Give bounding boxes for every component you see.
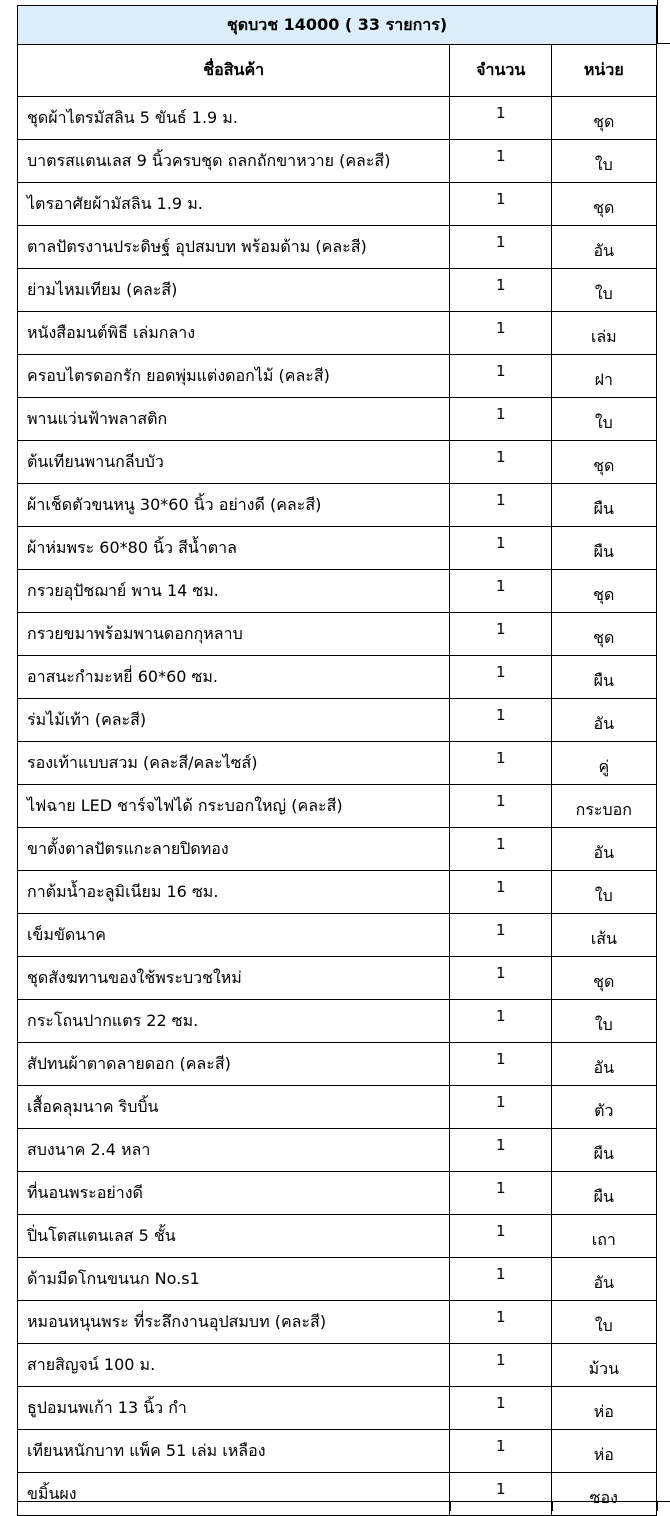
product-name-cell: กรวยอุปัชฌาย์ พาน 14 ซม. <box>18 570 450 613</box>
adjacent-column-cell <box>656 1043 670 1086</box>
table-row <box>18 914 670 957</box>
table-row <box>18 1430 670 1473</box>
unit-cell: ผืน <box>552 656 657 699</box>
product-name-cell: หนังสือมนต์พิธี เล่มกลาง <box>18 312 450 355</box>
unit-cell: ใบ <box>552 140 657 183</box>
quantity-cell: 1 <box>450 140 552 183</box>
unit-cell: อัน <box>552 226 657 269</box>
product-name-cell: เข็มขัดนาค <box>18 914 450 957</box>
product-name-cell: ครอบไตรดอกรัก ยอดพุ่มแต่งดอกไม้ (คละสี) <box>18 355 450 398</box>
product-name-cell: หมอนหนุนพระ ที่ระลึกงานอุปสมบท (คละสี) <box>18 1301 450 1344</box>
quantity-cell: 1 <box>450 183 552 226</box>
unit-cell: ใบ <box>552 1000 657 1043</box>
table-row <box>18 656 670 699</box>
product-name-cell: ต้นเทียนพานกลีบบัว <box>18 441 450 484</box>
quantity-cell: 1 <box>450 1387 552 1430</box>
adjacent-column-cell <box>656 1000 670 1043</box>
table-row <box>18 183 670 226</box>
table-row <box>18 1000 670 1043</box>
product-name-cell: ตาลปัตรงานประดิษฐ์ อุปสมบท พร้อมด้าม (คละสี) <box>18 226 450 269</box>
product-name-cell: กระโถนปากแตร 22 ซม. <box>18 1000 450 1043</box>
quantity-cell: 1 <box>450 226 552 269</box>
unit-cell: เถา <box>552 1215 657 1258</box>
adjacent-column-cell <box>656 527 670 570</box>
unit-cell: ซอง <box>552 1473 657 1516</box>
quantity-cell: 1 <box>450 957 552 1000</box>
adjacent-column-cell <box>656 1430 670 1473</box>
table-row <box>18 312 670 355</box>
product-name-cell: กาต้มน้ำอะลูมิเนียม 16 ซม. <box>18 871 450 914</box>
unit-cell: ม้วน <box>552 1344 657 1387</box>
product-name-cell: ขาตั้งตาลปัตรแกะลายปิดทอง <box>18 828 450 871</box>
product-name-cell: ไฟฉาย LED ชาร์จไฟได้ กระบอกใหญ่ (คละสี) <box>18 785 450 828</box>
product-name-cell: พานแว่นฟ้าพลาสติก <box>18 398 450 441</box>
table-row <box>18 957 670 1000</box>
adjacent-column-cell <box>656 355 670 398</box>
quantity-cell: 1 <box>450 742 552 785</box>
unit-cell: เส้น <box>552 914 657 957</box>
product-name-cell: ปิ่นโตสแตนเลส 5 ชั้น <box>18 1215 450 1258</box>
table-row <box>18 828 670 871</box>
quantity-cell: 1 <box>450 484 552 527</box>
table-row <box>18 527 670 570</box>
unit-cell: ใบ <box>552 871 657 914</box>
adjacent-column-cell <box>656 699 670 742</box>
quantity-cell: 1 <box>450 828 552 871</box>
quantity-cell: 1 <box>450 1301 552 1344</box>
header-unit: หน่วย <box>552 45 657 97</box>
quantity-cell: 1 <box>450 312 552 355</box>
product-name-cell: ธูปอมนพเก้า 13 นิ้ว กำ <box>18 1387 450 1430</box>
adjacent-column-cell <box>656 656 670 699</box>
adjacent-column-cell <box>656 1258 670 1301</box>
table-row <box>18 570 670 613</box>
quantity-cell: 1 <box>450 656 552 699</box>
adjacent-column-cell <box>656 1301 670 1344</box>
table-row <box>18 1215 670 1258</box>
quantity-cell: 1 <box>450 1129 552 1172</box>
product-name-cell: รองเท้าแบบสวม (คละสี/คละไซส์) <box>18 742 450 785</box>
adjacent-column-cell <box>656 97 670 140</box>
product-name-cell: ผ้าห่มพระ 60*80 นิ้ว สีน้ำตาล <box>18 527 450 570</box>
quantity-cell: 1 <box>450 398 552 441</box>
table-row <box>18 226 670 269</box>
table-row <box>18 1043 670 1086</box>
quantity-cell: 1 <box>450 269 552 312</box>
adjacent-column-cell <box>656 1086 670 1129</box>
product-name-cell: ขมิ้นผง <box>18 1473 450 1516</box>
quantity-cell: 1 <box>450 1430 552 1473</box>
adjacent-column-cell <box>656 1344 670 1387</box>
adjacent-column-cell <box>656 1172 670 1215</box>
unit-cell: ผืน <box>552 484 657 527</box>
table-row <box>18 484 670 527</box>
product-name-cell: ที่นอนพระอย่างดี <box>18 1172 450 1215</box>
quantity-cell: 1 <box>450 914 552 957</box>
quantity-cell: 1 <box>450 570 552 613</box>
adjacent-column-cell <box>656 183 670 226</box>
table-row <box>18 269 670 312</box>
product-name-cell: กรวยขมาพร้อมพานดอกกุหลาบ <box>18 613 450 656</box>
adjacent-column-cell <box>656 1215 670 1258</box>
table-row <box>18 1086 670 1129</box>
adjacent-column-cell <box>656 484 670 527</box>
quantity-cell: 1 <box>450 1043 552 1086</box>
unit-cell: ชุด <box>552 183 657 226</box>
table-row <box>18 140 670 183</box>
product-rows <box>18 97 670 1516</box>
adjacent-column-cell <box>656 1387 670 1430</box>
quantity-cell: 1 <box>450 1258 552 1301</box>
unit-cell: ชุด <box>552 97 657 140</box>
unit-cell: ใบ <box>552 269 657 312</box>
quantity-cell: 1 <box>450 1000 552 1043</box>
adjacent-column-cell <box>656 45 670 97</box>
unit-cell: ชุด <box>552 613 657 656</box>
table-row <box>18 785 670 828</box>
quantity-cell: 1 <box>450 785 552 828</box>
table-row <box>18 742 670 785</box>
product-name-cell: สายสิญจน์ 100 ม. <box>18 1344 450 1387</box>
header-row <box>18 45 670 97</box>
next-row-edge <box>17 1501 670 1510</box>
adjacent-column-cell <box>656 742 670 785</box>
unit-cell: ชุด <box>552 570 657 613</box>
quantity-cell: 1 <box>450 355 552 398</box>
table-row <box>18 97 670 140</box>
product-name-cell: สบงนาค 2.4 หลา <box>18 1129 450 1172</box>
adjacent-column-cell <box>656 140 670 183</box>
table-row <box>18 871 670 914</box>
unit-cell: ผืน <box>552 1172 657 1215</box>
product-name-cell: บาตรสแตนเลส 9 นิ้วครบชุด ถลกถักขาหวาย (คละสี) <box>18 140 450 183</box>
product-name-cell: ไตรอาศัยผ้ามัสลิน 1.9 ม. <box>18 183 450 226</box>
table-title-text: ชุดบวช 14000 ( 33 รายการ) <box>227 13 447 38</box>
adjacent-column-edge <box>657 0 670 44</box>
unit-cell: ใบ <box>552 398 657 441</box>
adjacent-column-cell <box>656 441 670 484</box>
table-row <box>18 355 670 398</box>
product-name-cell: เสื้อคลุมนาค ริบบิ้น <box>18 1086 450 1129</box>
unit-cell: กระบอก <box>552 785 657 828</box>
adjacent-column-cell <box>656 828 670 871</box>
adjacent-column-cell <box>656 1129 670 1172</box>
table-row <box>18 613 670 656</box>
adjacent-column-cell <box>656 398 670 441</box>
table-title <box>17 5 657 45</box>
unit-cell: ชุด <box>552 957 657 1000</box>
table-row <box>18 1258 670 1301</box>
table-row <box>18 398 670 441</box>
unit-cell: อัน <box>552 1258 657 1301</box>
quantity-cell: 1 <box>450 1215 552 1258</box>
quantity-cell: 1 <box>450 871 552 914</box>
adjacent-column-cell <box>656 914 670 957</box>
product-name-cell: ร่มไม้เท้า (คละสี) <box>18 699 450 742</box>
table-row <box>18 1344 670 1387</box>
quantity-cell: 1 <box>450 1172 552 1215</box>
quantity-cell: 1 <box>450 1344 552 1387</box>
adjacent-column-cell <box>656 269 670 312</box>
product-name-cell: ด้ามมีดโกนขนนก No.s1 <box>18 1258 450 1301</box>
table-row <box>18 1387 670 1430</box>
quantity-cell: 1 <box>450 97 552 140</box>
table-row <box>18 699 670 742</box>
unit-cell: ห่อ <box>552 1387 657 1430</box>
header-qty: จำนวน <box>450 45 552 97</box>
adjacent-column-cell <box>656 570 670 613</box>
unit-cell: อัน <box>552 699 657 742</box>
unit-cell: อัน <box>552 1043 657 1086</box>
product-name-cell: ชุดสังฆทานของใช้พระบวชใหม่ <box>18 957 450 1000</box>
unit-cell: คู่ <box>552 742 657 785</box>
product-name-cell: อาสนะกำมะหยี่ 60*60 ซม. <box>18 656 450 699</box>
quantity-cell: 1 <box>450 699 552 742</box>
product-name-cell: ผ้าเช็ดตัวขนหนู 30*60 นิ้ว อย่างดี (คละสี) <box>18 484 450 527</box>
quantity-cell: 1 <box>450 1473 552 1516</box>
unit-cell: ชุด <box>552 441 657 484</box>
adjacent-column-cell <box>656 226 670 269</box>
adjacent-column-cell <box>656 312 670 355</box>
adjacent-column-cell <box>656 613 670 656</box>
quantity-cell: 1 <box>450 1086 552 1129</box>
unit-cell: อัน <box>552 828 657 871</box>
table-row <box>18 1129 670 1172</box>
adjacent-column-cell <box>656 957 670 1000</box>
product-name-cell: สัปทนผ้าตาดลายดอก (คละสี) <box>18 1043 450 1086</box>
header-name: ชื่อสินค้า <box>18 45 450 97</box>
product-table <box>17 44 670 1516</box>
quantity-cell: 1 <box>450 441 552 484</box>
table-row <box>18 441 670 484</box>
unit-cell: ผืน <box>552 1129 657 1172</box>
table-row <box>18 1172 670 1215</box>
adjacent-column-cell <box>656 785 670 828</box>
product-name-cell: ชุดผ้าไตรมัสลิน 5 ขันธ์ 1.9 ม. <box>18 97 450 140</box>
product-name-cell: ย่ามไหมเทียม (คละสี) <box>18 269 450 312</box>
unit-cell: ห่อ <box>552 1430 657 1473</box>
unit-cell: ผืน <box>552 527 657 570</box>
unit-cell: ใบ <box>552 1301 657 1344</box>
table-row <box>18 1301 670 1344</box>
quantity-cell: 1 <box>450 527 552 570</box>
quantity-cell: 1 <box>450 613 552 656</box>
unit-cell: เล่ม <box>552 312 657 355</box>
product-name-cell: เทียนหนักบาท แพ็ค 51 เล่ม เหลือง <box>18 1430 450 1473</box>
unit-cell: ตัว <box>552 1086 657 1129</box>
unit-cell: ฝา <box>552 355 657 398</box>
adjacent-column-cell <box>656 871 670 914</box>
